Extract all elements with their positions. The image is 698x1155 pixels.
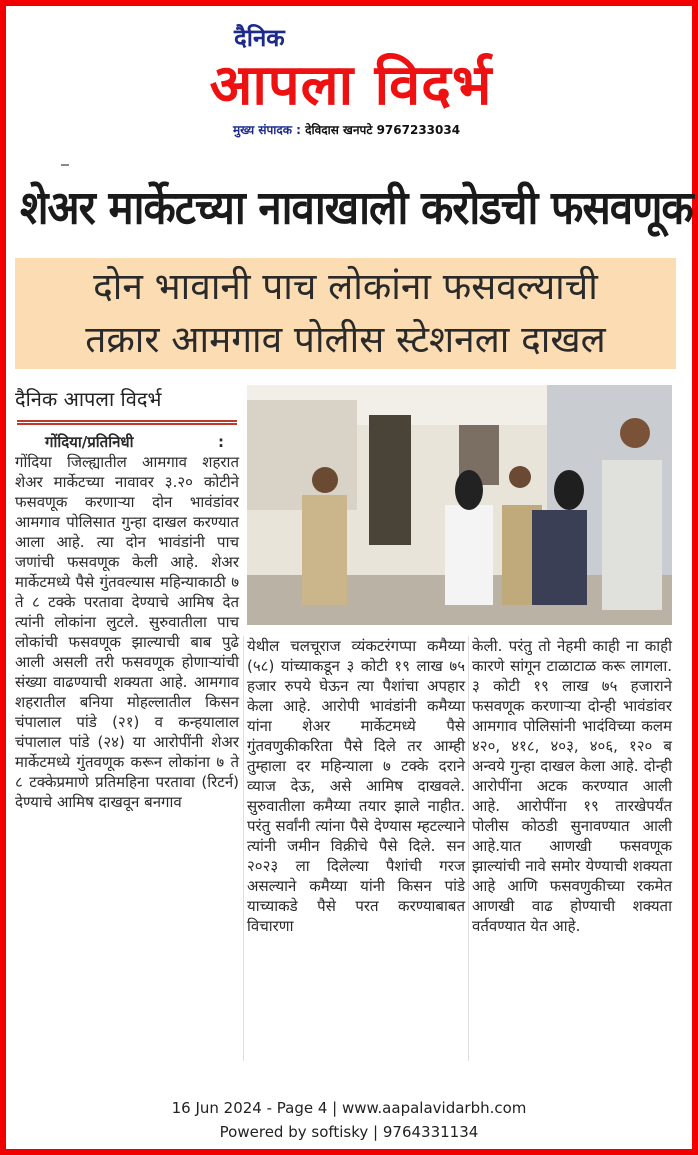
dateline-separator: : xyxy=(218,433,224,451)
article-kicker: दैनिक आपला विदर्भ xyxy=(15,387,162,411)
column-divider xyxy=(468,636,469,1061)
headline: शेअर मार्केटच्या नावाखाली करोडची फसवणूक xyxy=(20,180,693,235)
masthead-prefix: दैनिक xyxy=(234,24,285,52)
photo-illustration xyxy=(247,385,672,625)
masthead-editor xyxy=(233,122,460,138)
mark xyxy=(61,164,69,166)
column-divider xyxy=(243,636,244,1061)
article-column-2: येथील चलचूराज व्यंकटरंगप्पा कमैय्या (५८) यांच्याकडून ३ कोटी १९ लाख ७५ हजार रुपये घेऊन त्या पैशांचा अपहार केला आहे. आरोपी भावंडांनी कमैय्या यांना शेअर मार्केटमध्ये पैसे गुंतवणुकीकरिता पैसे दिले तर आम्ही तुम्हाला दर महिन्याला ७ टक्के दराने व्याज देऊ, असे आमिष दाखवले. सुरुवातीला कमैय्या तयार झाले नाहीत. परंतु सर्वांनी त्यांना पैसे देण्यास म्हटल्याने त्यांनी जमीन विक्रीचे पैसे दिले. सन २०२३ ला दिलेल्या पैशांची गरज असल्याने कमैय्या यांनी किसन पांडे याच्याकडे पैसे परत करण्याबाबत विचारणा xyxy=(247,637,465,935)
article-text-1: गोंदिया जिल्ह्यातील आमगाव शहरात शेअर मार्केटच्या नावावर ३.२० कोटीने फसवणूक करणाऱ्या दोन भावंडांवर आमगाव पोलिसात गुन्हा दाखल करण्यात आला आहे. त्या दोन भावंडांनी पाच जणांची फसवणूक केली आहे. शेअर मार्केटमध्ये पैसे गुंतवल्यास महिन्याकाठी ७ ते ८ टक्के परतावा देण्याचे आमिष देत त्यांनी लोकांना लुटले. सुरुवातीला पाच लोकांची फसवणूक झाल्याची बाब पुढे आली असली तरी फसवणूक होणाऱ्यांची संख्या वाढण्याची शक्यता आहे. आमगाव शहरातील बनिया मोहल्लातील किसन चंपालाल पांडे (२१) व कन्हयालाल चंपालाल पांडे (२४) या आरोपींनी शेअर मार्केटमध्ये गुंतवणूक करून लोकांना ७ ते ८ टक्केप्रमाणे प्रतिमहिना परतावा (रिटर्न) देण्याचे आमिष दाखवून बनगाव xyxy=(15,453,239,811)
footer-credit: Powered by softisky | 9764331134 xyxy=(219,1123,479,1141)
article-column-1 xyxy=(15,383,239,812)
masthead-title: आपला विदर्भ xyxy=(209,53,493,118)
subheadline-line2: तक्रार आमगाव पोलीस स्टेशनला दाखल xyxy=(85,318,606,361)
dateline xyxy=(15,432,239,452)
footer-date-page: 16 Jun 2024 - Page 4 | www.aapalavidarbh.com xyxy=(171,1099,527,1117)
editor-label: मुख्य संपादक : xyxy=(233,123,301,137)
article-column-3: केली. परंतु तो नेहमी काही ना काही कारणे सांगून टाळाटाळ करू लागला. ३ कोटी १९ लाख ७५ हजाराने फसवणूक करणाऱ्या दोन्ही भावंडांवर आमगाव पोलिसांनी भादंविच्या कलम ४२०, ४१८, ४०३, ४०६, १२० ब अन्वये गुन्हा दाखल केला आहे. दोन्ही आरोपींना अटक करण्यात आली आहे. आरोपींना १९ तारखेपर्यंत पोलीस कोठडी सुनावण्यात आली आहे.यात आणखी फसवणूक झाल्यांची नावे समोर येण्याची शक्यता आहे आणि फसवणुकीच्या रकमेत आणखी वाढ होण्याची शक्यता वर्तवण्यात येत आहे. xyxy=(472,637,672,935)
double-rule-divider xyxy=(17,420,237,425)
subheadline-line1: दोन भावानी पाच लोकांना फसवल्याची xyxy=(93,265,598,308)
editor-name: देविदास खनपटे 9767233034 xyxy=(305,123,461,137)
news-photo xyxy=(247,385,672,625)
dateline-text: गोंदिया/प्रतिनिधी xyxy=(45,433,134,451)
subheadline-box xyxy=(15,258,676,369)
